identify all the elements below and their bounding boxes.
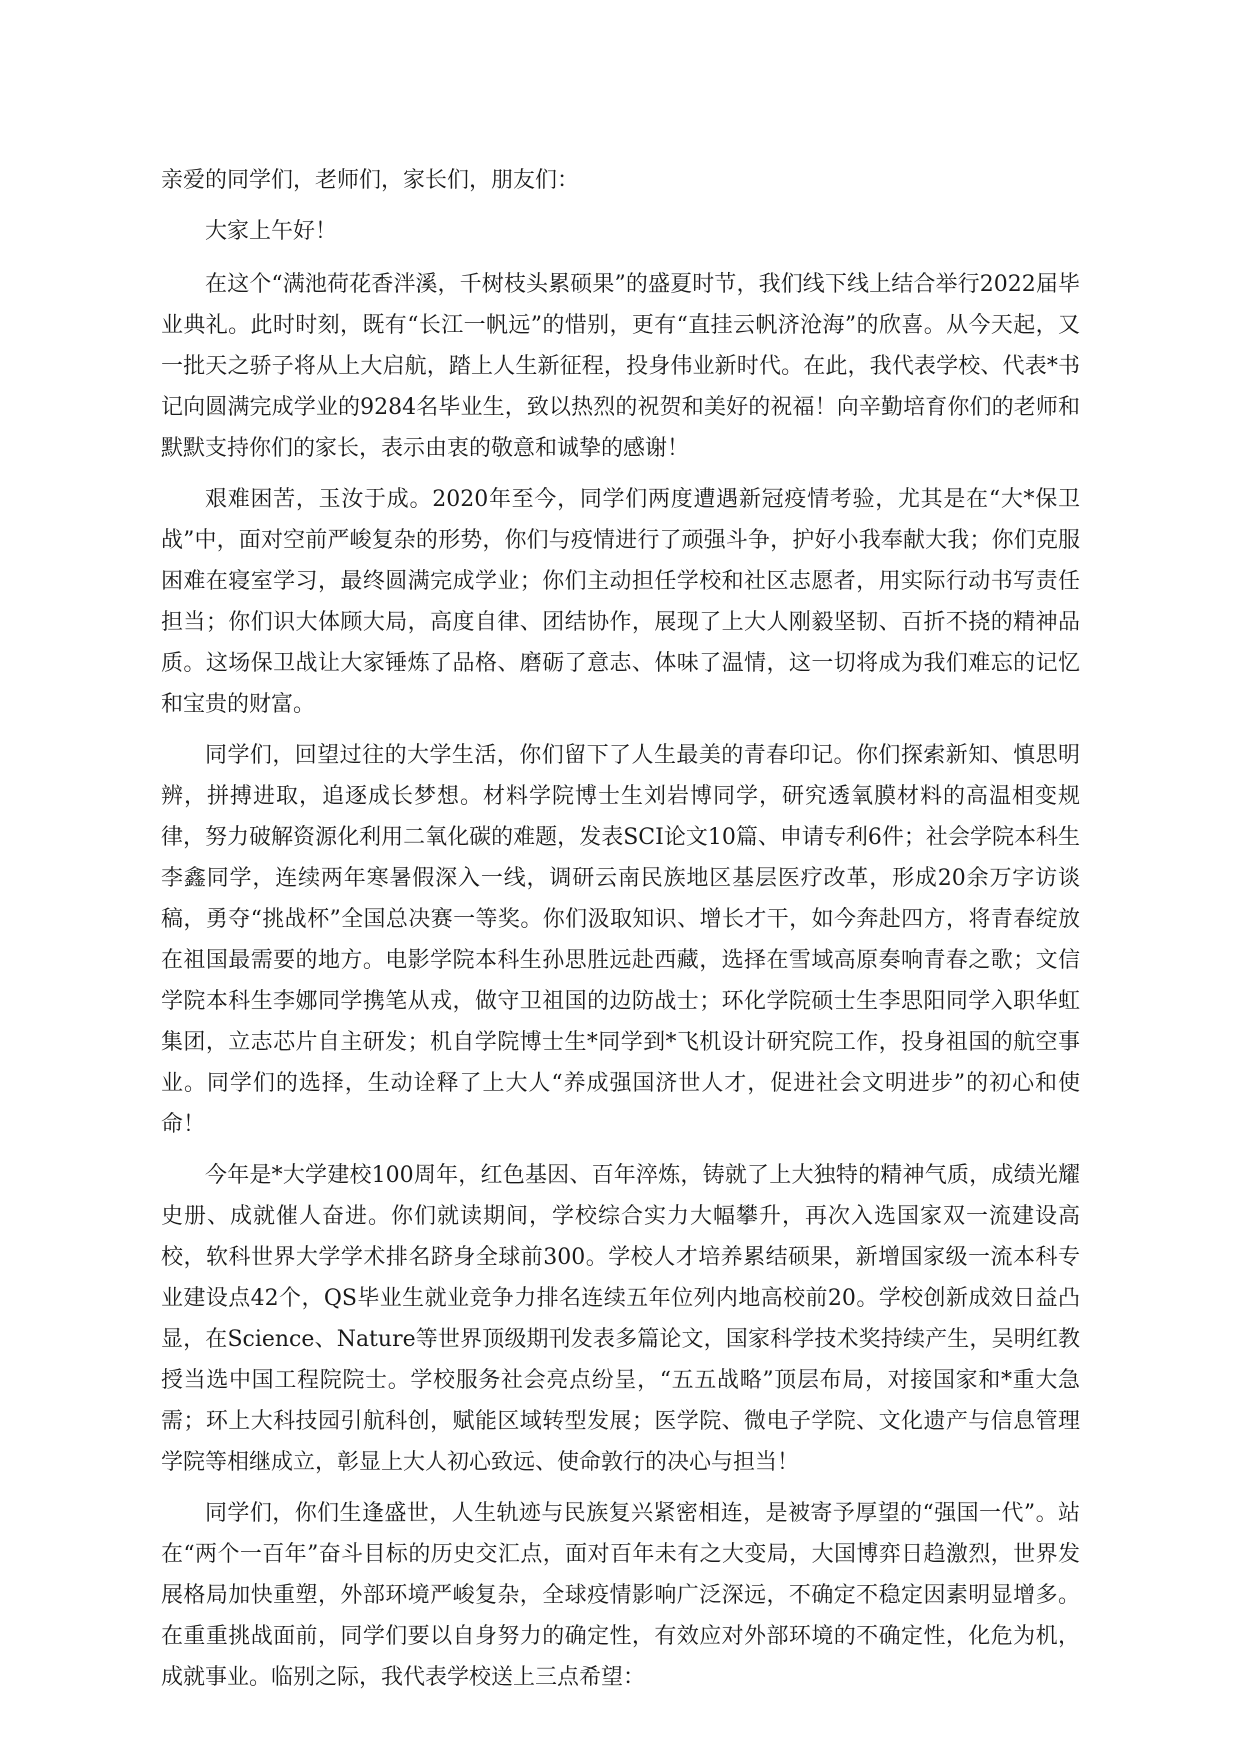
- paragraph-hardship: 艰难困苦，玉汝于成。2020年至今，同学们两度遭遇新冠疫情考验，尤其是在“大*保卫战”中，面对空前严峻复杂的形势，你们与疫情进行了顽强斗争，护好小我奉献大我；你们克服困难在寝室学习，最终圆满完成学业；你们主动担任学校和社区志愿者，用实际行动书写责任担当；你们识大体顾大局，高度自律、团结协作，展现了上大人刚毅坚韧、百折不挠的精神品质。这场保卫战让大家锤炼了品格、磨砺了意志、体味了温情，这一切将成为我们难忘的记忆和宝贵的财富。: [161, 487, 1080, 717]
- paragraph-centennial: 今年是*大学建校100周年，红色基因、百年淬炼，铸就了上大独特的精神气质，成绩光耀史册、成就催人奋进。你们就读期间，学校综合实力大幅攀升，再次入选国家双一流建设高校，软科世界大学学术排名跻身全球前300。学校人才培养累结硕果，新增国家级一流本科专业建设点42个，QS毕业生就业竞争力排名连续五年位列内地高校前20。学校创新成效日益凸显，在Science、Nature等世界顶级期刊发表多篇论文，国家科学技术奖持续产生，吴明红教授当选中国工程院院士。学校服务社会亮点纷呈，“五五战略”顶层布局，对接国家和*重大急需；环上大科技园引航科创，赋能区域转型发展；医学院、微电子学院、文化遗产与信息管理学院等相继成立，彰显上大人初心致远、使命敦行的决心与担当！: [161, 1163, 1080, 1475]
- greeting: 大家上午好！: [205, 219, 338, 244]
- salutation: 亲爱的同学们，老师们，家长们，朋友们：: [161, 168, 580, 193]
- paragraph-opening: 在这个“满池荷花香泮溪，千树枝头累硕果”的盛夏时节，我们线下线上结合举行2022届毕业典礼。此时时刻，既有“长江一帆远”的惜别，更有“直挂云帆济沧海”的欣喜。从今天起，又一批天之骄子将从上大启航，踏上人生新征程，投身伟业新时代。在此，我代表学校、代表*书记向圆满完成学业的9284名毕业生，致以热烈的祝贺和美好的祝福！向辛勤培育你们的老师和默默支持你们的家长，表示由衷的敬意和诚挚的感谢！: [161, 272, 1080, 461]
- paragraph-hopes: 同学们，你们生逢盛世，人生轨迹与民族复兴紧密相连，是被寄予厚望的“强国一代”。站在“两个一百年”奋斗目标的历史交汇点，面对百年未有之大变局，大国博弈日趋激烈，世界发展格局加快重塑，外部环境严峻复杂，全球疫情影响广泛深远，不确定不稳定因素明显增多。在重重挑战面前，同学们要以自身努力的确定性，有效应对外部环境的不确定性，化危为机，成就事业。临别之际，我代表学校送上三点希望：: [161, 1501, 1080, 1690]
- paragraph-student-life: 同学们，回望过往的大学生活，你们留下了人生最美的青春印记。你们探索新知、慎思明辨，拼搏进取，追逐成长梦想。材料学院博士生刘岩博同学，研究透氧膜材料的高温相变规律，努力破解资源化利用二氧化碳的难题，发表SCI论文10篇、申请专利6件；社会学院本科生李鑫同学，连续两年寒暑假深入一线，调研云南民族地区基层医疗改革，形成20余万字访谈稿，勇夺“挑战杯”全国总决赛一等奖。你们汲取知识、增长才干，如今奔赴四方，将青春绽放在祖国最需要的地方。电影学院本科生孙思胜远赴西藏，选择在雪域高原奏响青春之歌；文信学院本科生李娜同学携笔从戎，做守卫祖国的边防战士；环化学院硕士生李思阳同学入职华虹集团，立志芯片自主研发；机自学院博士生*同学到*飞机设计研究院工作，投身祖国的航空事业。同学们的选择，生动诠释了上大人“养成强国济世人才，促进社会文明进步”的初心和使命！: [161, 743, 1080, 1137]
